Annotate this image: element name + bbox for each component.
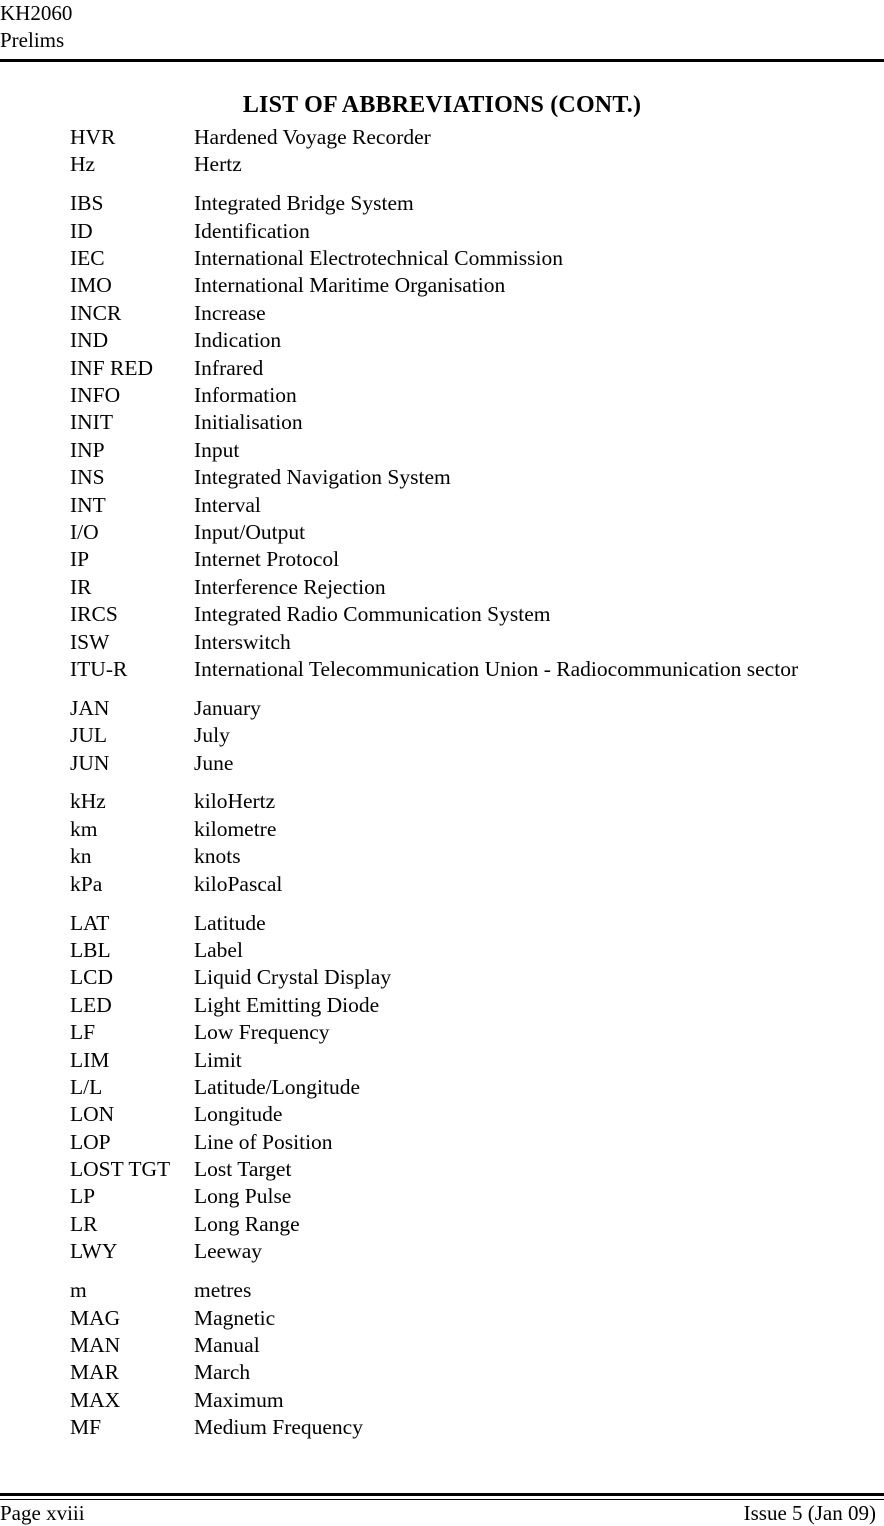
abbreviation-row <box>70 816 870 843</box>
abbreviation-row <box>70 601 870 628</box>
abbreviation-row <box>70 1047 870 1074</box>
abbreviation-term: kn <box>70 844 92 869</box>
abbreviation-row <box>70 1183 870 1210</box>
abbreviation-row <box>70 1305 870 1332</box>
abbreviation-term: MF <box>70 1415 102 1440</box>
abbreviation-term: LOP <box>70 1129 111 1154</box>
abbreviation-group <box>70 1277 870 1441</box>
abbreviation-row <box>70 382 870 409</box>
abbreviation-definition: Line of Position <box>194 1129 333 1154</box>
abbreviation-definition: Latitude <box>194 910 266 935</box>
abbreviation-definition: Low Frequency <box>194 1020 330 1045</box>
abbreviation-definition: January <box>194 695 261 720</box>
abbreviation-row <box>70 409 870 436</box>
footer-rule-thick <box>0 1493 884 1496</box>
abbreviation-row <box>70 695 870 722</box>
abbreviation-row <box>70 964 870 991</box>
abbreviation-row <box>70 1332 870 1359</box>
page-number: Page xviii <box>0 1501 85 1525</box>
document-code: KH2060 <box>0 1 73 25</box>
abbreviation-row <box>70 722 870 749</box>
abbreviation-row <box>70 218 870 245</box>
abbreviation-term: IP <box>70 547 90 572</box>
abbreviation-term: ISW <box>70 629 110 654</box>
abbreviation-row <box>70 464 870 491</box>
abbreviation-definition: June <box>194 750 234 775</box>
abbreviation-definition: Integrated Navigation System <box>194 465 451 490</box>
abbreviation-group <box>70 190 870 683</box>
abbreviation-term: MAX <box>70 1387 121 1412</box>
issue-label: Issue 5 (Jan 09) <box>743 1501 876 1525</box>
abbreviation-definition: Internet Protocol <box>194 547 340 572</box>
abbreviation-term: IR <box>70 574 92 599</box>
abbreviation-row <box>70 1414 870 1441</box>
abbreviation-row <box>70 327 870 354</box>
abbreviation-term: LED <box>70 992 112 1017</box>
abbreviation-term: INF RED <box>70 355 154 380</box>
abbreviation-term: LR <box>70 1211 98 1236</box>
abbreviation-row <box>70 492 870 519</box>
abbreviation-row <box>70 190 870 217</box>
abbreviation-term: kPa <box>70 871 103 896</box>
abbreviation-definition: Hardened Voyage Recorder <box>194 125 431 149</box>
abbreviation-definition: Integrated Bridge System <box>194 191 414 216</box>
abbreviation-definition: Input/Output <box>194 519 306 544</box>
abbreviation-term: LON <box>70 1102 115 1127</box>
abbreviation-term: LCD <box>70 965 113 990</box>
abbreviation-term: LAT <box>70 910 110 935</box>
abbreviation-definition: Leeway <box>194 1239 263 1264</box>
abbreviation-term: LIM <box>70 1047 110 1072</box>
abbreviation-row <box>70 519 870 546</box>
abbreviation-definition: International Maritime Organisation <box>194 273 506 298</box>
abbreviation-definition: Interswitch <box>194 629 291 654</box>
abbreviation-term: INS <box>70 465 105 490</box>
abbreviation-term: MAN <box>70 1332 121 1357</box>
abbreviation-row <box>70 151 870 178</box>
abbreviation-term: IRCS <box>70 602 118 627</box>
abbreviation-term: LF <box>70 1020 96 1045</box>
abbreviation-term: Hz <box>70 152 96 177</box>
abbreviation-definition: International Telecommunication Union - Radiocommunication sector <box>194 656 799 681</box>
abbreviation-group <box>70 788 870 898</box>
abbreviation-row <box>70 437 870 464</box>
abbreviation-term: IND <box>70 328 109 353</box>
abbreviation-term: km <box>70 816 98 841</box>
abbreviation-term: ITU-R <box>70 656 128 681</box>
abbreviation-row <box>70 574 870 601</box>
abbreviation-term: JUL <box>70 723 108 748</box>
page-title: LIST OF ABBREVIATIONS (CONT.) <box>242 92 642 118</box>
abbreviation-term: L/L <box>70 1074 103 1099</box>
abbreviation-definition: Information <box>194 383 297 408</box>
header-rule <box>0 59 884 62</box>
abbreviation-definition: Liquid Crystal Display <box>194 965 392 990</box>
abbreviation-definition: kilometre <box>194 816 277 841</box>
abbreviation-term: m <box>70 1278 87 1303</box>
abbreviation-definition: Interval <box>194 492 261 517</box>
abbreviation-definition: Long Range <box>194 1211 300 1236</box>
abbreviation-definition: March <box>194 1360 251 1385</box>
abbreviation-list <box>70 124 870 1453</box>
abbreviation-term: IEC <box>70 246 105 271</box>
abbreviation-row <box>70 1359 870 1386</box>
abbreviation-term: JAN <box>70 695 110 720</box>
abbreviation-term: IBS <box>70 191 104 216</box>
abbreviation-term: ID <box>70 218 93 243</box>
abbreviation-row <box>70 1156 870 1183</box>
abbreviation-row <box>70 272 870 299</box>
abbreviation-definition: metres <box>194 1278 252 1303</box>
abbreviation-definition: Limit <box>194 1047 242 1072</box>
page-header <box>0 0 72 54</box>
abbreviation-term: LWY <box>70 1239 118 1264</box>
abbreviation-term: kHz <box>70 789 106 814</box>
abbreviation-row <box>70 245 870 272</box>
abbreviation-definition: Interference Rejection <box>194 574 386 599</box>
abbreviation-definition: July <box>194 723 230 748</box>
abbreviation-row <box>70 656 870 683</box>
abbreviation-term: INIT <box>70 410 113 435</box>
abbreviation-term: LOST TGT <box>70 1157 171 1182</box>
abbreviation-term: INFO <box>70 383 121 408</box>
abbreviation-definition: Increase <box>194 300 266 325</box>
abbreviation-row <box>70 1019 870 1046</box>
abbreviation-definition: International Electrotechnical Commission <box>194 246 563 271</box>
abbreviation-term: INP <box>70 437 105 462</box>
abbreviation-definition: Indication <box>194 328 282 353</box>
abbreviation-definition: Long Pulse <box>194 1184 292 1209</box>
abbreviation-term: HVR <box>70 125 116 149</box>
abbreviation-group <box>70 124 870 179</box>
abbreviation-row <box>70 843 870 870</box>
abbreviation-row <box>70 788 870 815</box>
abbreviation-definition: Latitude/Longitude <box>194 1074 360 1099</box>
abbreviation-term: MAR <box>70 1360 119 1385</box>
abbreviation-term: LP <box>70 1184 96 1209</box>
abbreviation-definition: Identification <box>194 218 310 243</box>
abbreviation-row <box>70 1074 870 1101</box>
abbreviation-definition: Integrated Radio Communication System <box>194 602 551 627</box>
abbreviation-definition: Maximum <box>194 1387 284 1412</box>
abbreviation-definition: Longitude <box>194 1102 283 1127</box>
abbreviation-row <box>70 300 870 327</box>
abbreviation-row <box>70 910 870 937</box>
abbreviation-row <box>70 1277 870 1304</box>
abbreviation-row <box>70 1101 870 1128</box>
abbreviation-definition: Input <box>194 437 240 462</box>
abbreviation-row <box>70 124 870 151</box>
abbreviation-row <box>70 1211 870 1238</box>
abbreviation-group <box>70 695 870 777</box>
section-name: Prelims <box>0 28 65 52</box>
abbreviation-definition: Medium Frequency <box>194 1415 363 1440</box>
abbreviation-term: INCR <box>70 300 122 325</box>
abbreviation-row <box>70 629 870 656</box>
abbreviation-definition: Infrared <box>194 355 264 380</box>
abbreviation-row <box>70 1129 870 1156</box>
abbreviation-term: INT <box>70 492 106 517</box>
abbreviation-definition: Light Emitting Diode <box>194 992 380 1017</box>
abbreviation-row <box>70 937 870 964</box>
abbreviation-row <box>70 546 870 573</box>
abbreviation-definition: Manual <box>194 1332 260 1357</box>
abbreviation-term: IMO <box>70 273 112 298</box>
abbreviation-definition: Initialisation <box>194 410 303 435</box>
abbreviation-row <box>70 871 870 898</box>
abbreviation-group <box>70 910 870 1266</box>
abbreviation-row <box>70 992 870 1019</box>
abbreviation-term: I/O <box>70 519 99 544</box>
abbreviation-definition: kiloPascal <box>194 871 283 896</box>
abbreviation-definition: Label <box>194 937 243 962</box>
abbreviation-row <box>70 1387 870 1414</box>
abbreviation-definition: Magnetic <box>194 1305 276 1330</box>
abbreviation-term: JUN <box>70 750 110 775</box>
abbreviation-term: MAG <box>70 1305 121 1330</box>
abbreviation-row <box>70 355 870 382</box>
abbreviation-definition: kiloHertz <box>194 789 276 814</box>
abbreviation-row <box>70 750 870 777</box>
abbreviation-definition: Hertz <box>194 152 242 177</box>
abbreviation-definition: Lost Target <box>194 1157 292 1182</box>
abbreviation-row <box>70 1238 870 1265</box>
abbreviation-definition: knots <box>194 844 241 869</box>
abbreviation-term: LBL <box>70 937 111 962</box>
